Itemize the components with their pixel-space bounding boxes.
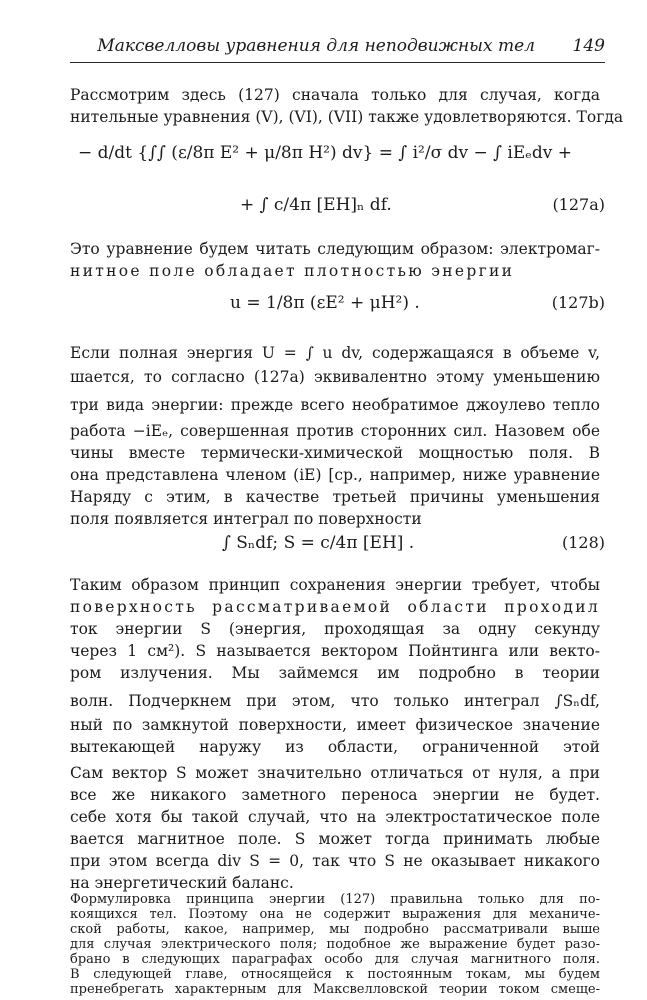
- text-line: на энергетический баланс.: [70, 874, 294, 892]
- text-line: три вида энергии: прежде всего необратимое джоулево тепло: [70, 396, 600, 414]
- text-line: поля появляется интеграл по поверхности: [70, 510, 422, 528]
- text-line: поверхность рассматриваемой области проходил: [70, 598, 600, 616]
- equation-127a-line1: − d/dt {∫∫ (ε/8π E² + μ/8π H²) dv} = ∫ i²/σ dv − ∫ iEₑdv +: [78, 143, 572, 163]
- text-line: она представлена членом (iE) [ср., например, ниже уравнение: [70, 466, 600, 484]
- equation-128: [70, 530, 605, 556]
- text-line: работа −iEₑ, совершенная против сторонних сил. Назовем обе: [70, 422, 600, 440]
- text-line: вытекающей наружу из области, ограниченной этой: [70, 738, 600, 756]
- text-line: нительные уравнения (V), (VI), (VII) также удовлетворяются. Тогда: [70, 108, 624, 126]
- text-line: для случая электрического поля; подобное же выражение будет разо-: [70, 937, 600, 952]
- text-line: через 1 см²). S называется вектором Пойнтинга или векто-: [70, 642, 600, 660]
- text-line: Рассмотрим здесь (127) сначала только для случая, когда: [70, 86, 600, 104]
- equation-128-expr: ∫ Sₙdf; S = c/4π [EH] .: [222, 533, 415, 553]
- page-header: [70, 32, 605, 63]
- running-title: Максвелловы уравнения для неподвижных тел: [97, 36, 535, 56]
- text-line: ром излучения. Мы займемся им подробно в теории: [70, 664, 600, 682]
- text-line: Если полная энергия U = ∫ u dv, содержащаяся в объеме v,: [70, 344, 600, 362]
- text-line: брано в следующих параграфах особо для случая магнитного поля.: [70, 952, 600, 967]
- text-line: Формулировка принципа энергии (127) правильна только для по-: [70, 892, 600, 907]
- page-number: 149: [572, 36, 605, 56]
- text-line: волн. Подчеркнем при этом, что только интеграл ∫Sₙdf,: [70, 692, 600, 710]
- text-line: ный по замкнутой поверхности, имеет физическое значение: [70, 716, 600, 734]
- equation-number: (128): [561, 533, 605, 552]
- equation-127b-expr: u = 1/8π (εE² + μH²) .: [230, 293, 420, 313]
- text-line: чины вместе термически-химической мощностью поля. В: [70, 444, 600, 462]
- text-line: Таким образом принцип сохранения энергии требует, чтобы: [70, 576, 600, 594]
- text-line: нитное поле обладает плотностью энергии: [70, 262, 515, 280]
- text-line: коящихся тел. Поэтому она не содержит выражения для механиче-: [70, 907, 600, 922]
- equation-number: (127a): [552, 195, 605, 214]
- text-line: В следующей главе, относящейся к постоянным токам, мы будем: [70, 967, 600, 982]
- text-line: ток энергии S (энергия, проходящая за одну секунду: [70, 620, 600, 638]
- equation-127b: [70, 290, 605, 316]
- text-line: ской работы, какое, например, мы подробно рассматривали выше: [70, 922, 600, 937]
- text-line: все же никакого заметного переноса энергии не будет.: [70, 786, 600, 804]
- text-line: Это уравнение будем читать следующим образом: электромаг-: [70, 240, 600, 258]
- equation-number: (127b): [551, 293, 605, 312]
- text-line: при этом всегда div S = 0, так что S не оказывает никакого: [70, 852, 600, 870]
- text-line: Наряду с этим, в качестве третьей причины уменьшения: [70, 488, 600, 506]
- text-line: Сам вектор S может значительно отличаться от нуля, а при: [70, 764, 600, 782]
- equation-127a-line2: + ∫ c/4π [EH]ₙ df.: [240, 195, 392, 215]
- text-line: вается магнитное поле. S может тогда принимать любые: [70, 830, 600, 848]
- text-line: шается, то согласно (127a) эквивалентно этому уменьшению: [70, 368, 600, 386]
- text-line: пренебрегать характерным для Максвелловской теории током смеще-: [70, 982, 600, 997]
- text-line: себе хотя бы такой случай, что на электростатическое поле: [70, 808, 600, 826]
- equation-127a: [70, 140, 605, 215]
